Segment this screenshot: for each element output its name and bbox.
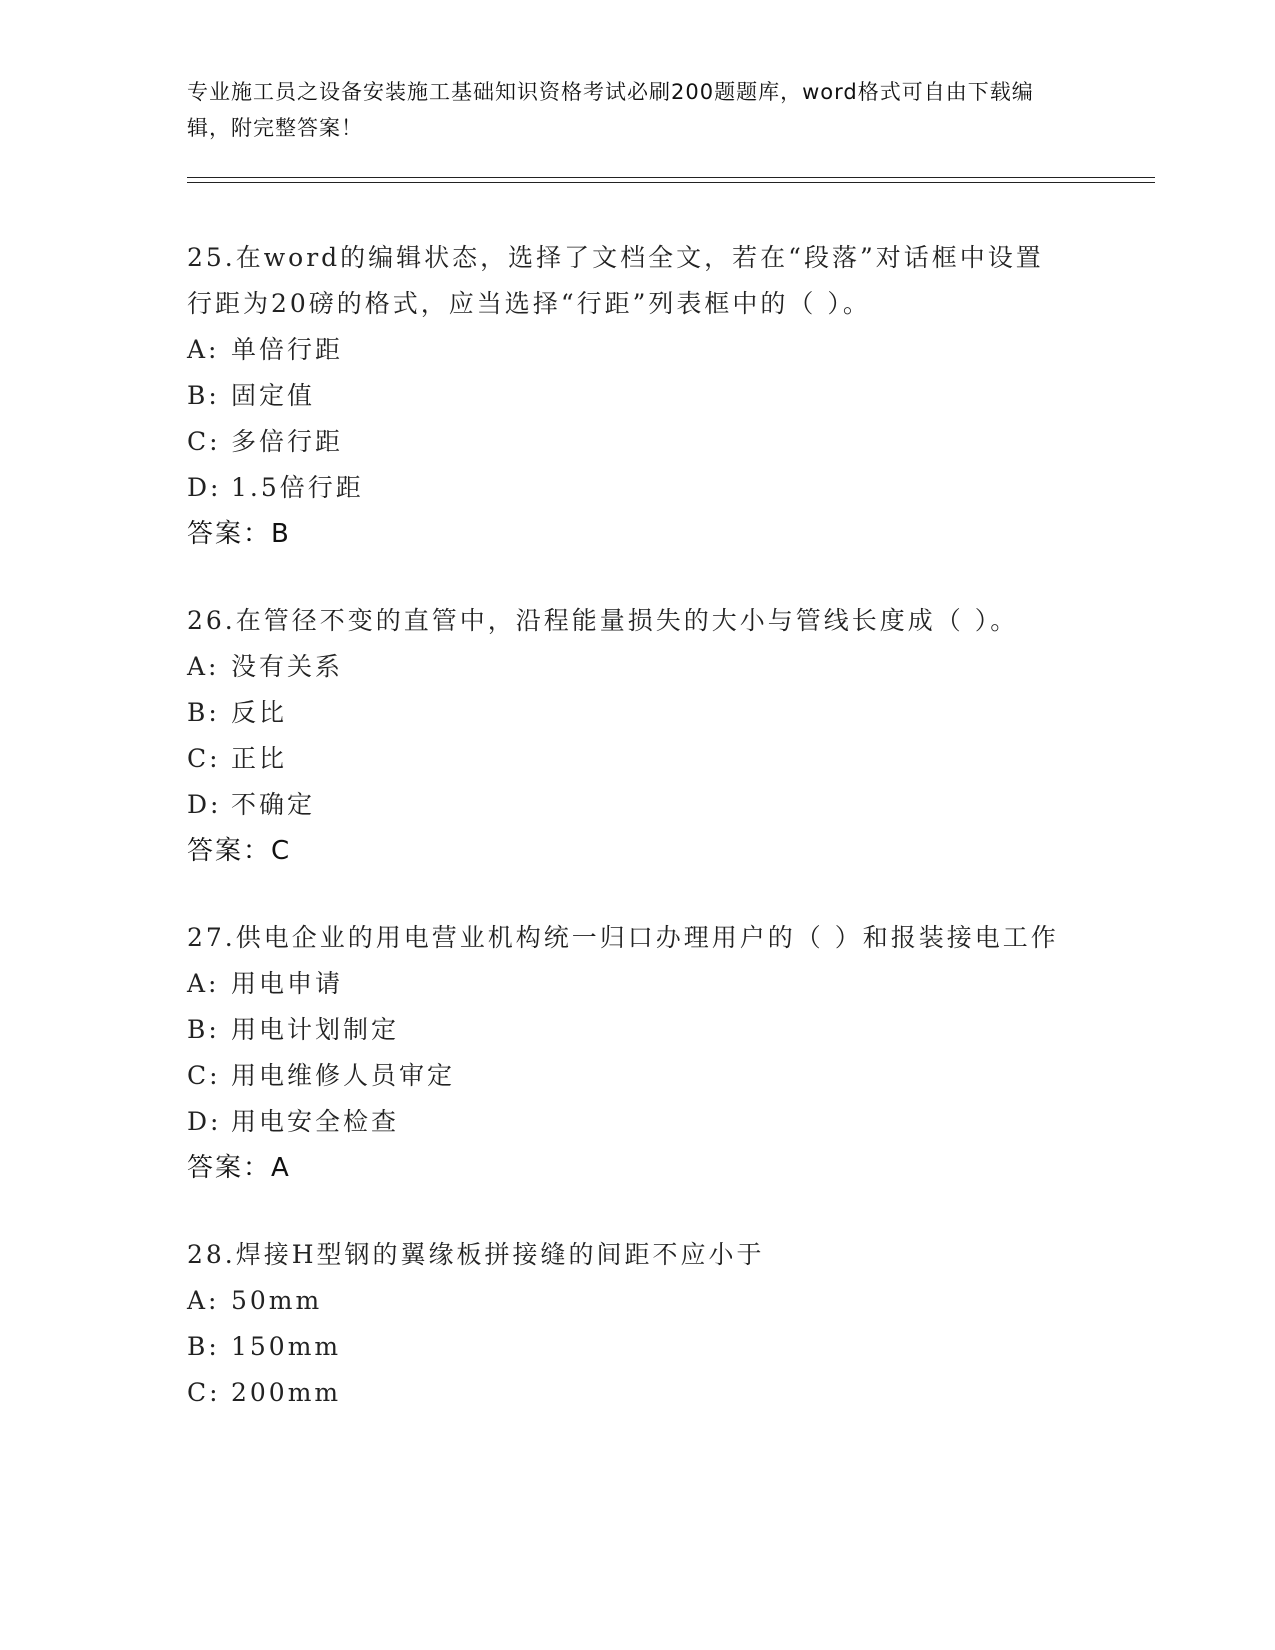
- option-letter: C:: [187, 1378, 221, 1407]
- answer-text: 答案：C: [187, 836, 292, 866]
- option-c: [187, 736, 1067, 782]
- option-text: 多倍行距: [231, 427, 344, 456]
- option-text: 50mm: [231, 1286, 323, 1315]
- question-26: [187, 598, 1067, 874]
- header-rule-bottom: [187, 182, 1155, 183]
- option-b: [187, 373, 1067, 419]
- option-letter: D:: [187, 473, 222, 502]
- document-header: 专业施工员之设备安装施工基础知识资格考试必刷200题题库，word格式可自由下载编辑，附完整答案！: [187, 80, 1034, 140]
- option-d: [187, 1099, 1067, 1145]
- option-c: [187, 1370, 1067, 1416]
- option-a: [187, 961, 1067, 1007]
- answer-text: 答案：B: [187, 519, 291, 549]
- header-rule-top: [187, 177, 1155, 178]
- option-d: [187, 782, 1067, 828]
- option-letter: A:: [187, 969, 220, 998]
- option-c: [187, 419, 1067, 465]
- option-letter: D:: [187, 1107, 222, 1136]
- option-b: [187, 1007, 1067, 1053]
- option-letter: B:: [187, 698, 220, 727]
- option-d: [187, 465, 1067, 511]
- option-text: 用电申请: [231, 969, 344, 998]
- option-a: [187, 1278, 1067, 1324]
- option-text: 200mm: [231, 1378, 342, 1407]
- option-a: [187, 644, 1067, 690]
- question-stem: 28.焊接H型钢的翼缘板拼接缝的间距不应小于: [187, 1240, 765, 1269]
- option-text: 150mm: [231, 1332, 342, 1361]
- question-28: [187, 1232, 1067, 1416]
- answer-text: 答案：A: [187, 1153, 291, 1183]
- question-list: [187, 235, 1067, 1457]
- option-letter: B:: [187, 1015, 220, 1044]
- option-letter: C:: [187, 427, 221, 456]
- option-text: 不确定: [231, 790, 316, 819]
- option-text: 用电计划制定: [231, 1015, 400, 1044]
- option-a: [187, 327, 1067, 373]
- option-text: 没有关系: [231, 652, 344, 681]
- option-text: 单倍行距: [231, 335, 344, 364]
- option-letter: A:: [187, 652, 220, 681]
- option-text: 反比: [231, 698, 288, 727]
- option-letter: B:: [187, 381, 220, 410]
- option-letter: C:: [187, 1061, 221, 1090]
- option-c: [187, 1053, 1067, 1099]
- question-27: [187, 915, 1067, 1191]
- option-b: [187, 1324, 1067, 1370]
- option-text: 1.5倍行距: [231, 473, 364, 502]
- option-text: 固定值: [231, 381, 316, 410]
- question-stem: 26.在管径不变的直管中，沿程能量损失的大小与管线长度成（ ）。: [187, 606, 1019, 635]
- option-text: 用电安全检查: [231, 1107, 400, 1136]
- option-letter: B:: [187, 1332, 220, 1361]
- option-letter: A:: [187, 335, 220, 364]
- question-stem: 27.供电企业的用电营业机构统一归口办理用户的（ ）和报装接电工作: [187, 923, 1059, 952]
- question-25: [187, 235, 1067, 557]
- option-letter: C:: [187, 744, 221, 773]
- option-text: 用电维修人员审定: [231, 1061, 456, 1090]
- option-text: 正比: [231, 744, 288, 773]
- option-letter: D:: [187, 790, 222, 819]
- option-letter: A:: [187, 1286, 220, 1315]
- option-b: [187, 690, 1067, 736]
- question-stem: 25.在word的编辑状态，选择了文档全文，若在“段落”对话框中设置行距为20磅的格式，应当选择“行距”列表框中的（ ）。: [187, 243, 1044, 318]
